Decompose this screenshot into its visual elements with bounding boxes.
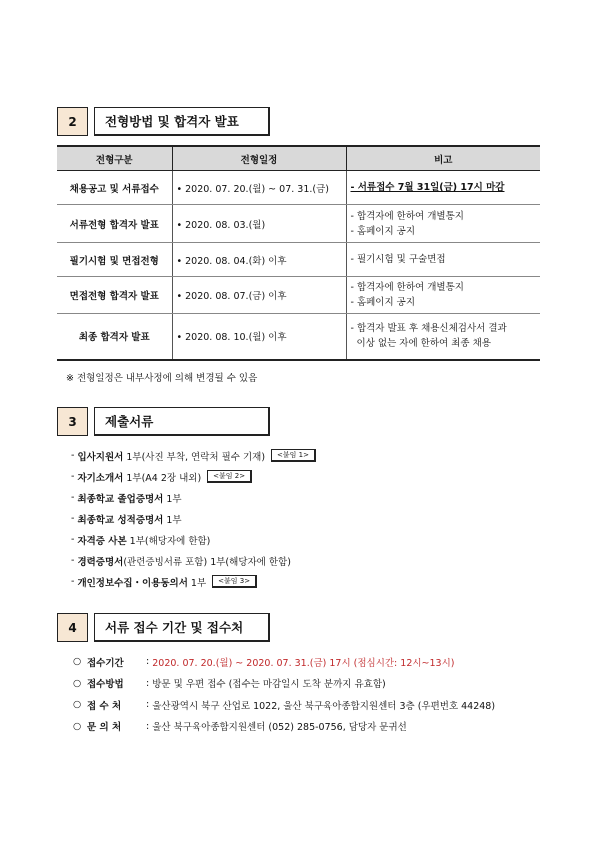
date-cell: • 2020. 08. 04.(화) 이후 xyxy=(172,243,346,277)
remarks-cell xyxy=(346,277,540,314)
document-detail: 1부 xyxy=(163,514,182,526)
stage-cell: 면접전형 합격자 발표 xyxy=(57,277,172,314)
info-separator: : xyxy=(143,720,153,732)
attachment-tag: <붙임 2> xyxy=(207,470,252,483)
list-item xyxy=(71,571,316,592)
column-header: 비고 xyxy=(346,146,540,171)
table-header-row xyxy=(57,146,540,171)
list-item xyxy=(71,445,316,466)
column-header: 전형구분 xyxy=(57,146,172,171)
document-name: 최종학교 졸업증명서 xyxy=(77,493,164,505)
section-number: 4 xyxy=(57,613,88,642)
table-row xyxy=(57,205,540,243)
date-cell: • 2020. 08. 07.(금) 이후 xyxy=(172,277,346,314)
schedule-note: ※ 전형일정은 내부사정에 의해 변경될 수 있음 xyxy=(66,373,258,384)
remark-line: - 서류접수 7월 31일(금) 17시 마감 xyxy=(350,182,505,193)
section-title: 제출서류 xyxy=(94,407,270,436)
document-detail: 1부 xyxy=(163,493,182,505)
document-detail: (관련증빙서류 포함) 1부(해당자에 한함) xyxy=(123,556,291,568)
remarks-cell xyxy=(346,205,540,243)
list-item xyxy=(71,550,316,571)
submission-place-row xyxy=(73,694,495,716)
table-row xyxy=(57,243,540,277)
section-title: 서류 접수 기간 및 접수처 xyxy=(94,613,270,642)
remark-line: - 필기시험 및 구술면접 xyxy=(350,254,446,265)
stage-cell: 필기시험 및 면접전형 xyxy=(57,243,172,277)
list-prefix: - xyxy=(71,555,78,566)
info-value: 방문 및 우편 접수 (접수는 마감일시 도착 분까지 유효함) xyxy=(152,679,386,691)
document-name: 최종학교 성적증명서 xyxy=(77,514,164,526)
circle-bullet-icon: ○ xyxy=(73,677,82,689)
info-label: 문 의 처 xyxy=(87,722,122,734)
remark-line: - 합격자에 한하여 개별통지 xyxy=(350,210,464,222)
section-number: 3 xyxy=(57,407,88,436)
info-value: 2020. 07. 20.(월) ~ 2020. 07. 31.(금) 17시 (점심시간: 12시~13시) xyxy=(152,657,455,669)
table-row xyxy=(57,277,540,314)
remarks-cell xyxy=(346,314,540,360)
remarks-cell xyxy=(346,243,540,277)
remarks-cell xyxy=(346,171,540,205)
info-separator: : xyxy=(143,677,153,689)
date-cell: • 2020. 08. 10.(월) 이후 xyxy=(172,314,346,360)
contact-row xyxy=(73,716,495,738)
list-prefix: - xyxy=(71,450,78,461)
section-4-header xyxy=(57,613,270,642)
date-cell: • 2020. 08. 03.(월) xyxy=(172,205,346,243)
date-cell: • 2020. 07. 20.(월) ~ 07. 31.(금) xyxy=(172,171,346,205)
schedule-table xyxy=(57,145,540,361)
list-item xyxy=(71,487,316,508)
stage-cell: 채용공고 및 서류접수 xyxy=(57,171,172,205)
list-prefix: - xyxy=(71,471,78,482)
list-prefix: - xyxy=(71,492,78,503)
document-name: 입사지원서 xyxy=(77,451,124,463)
info-value: 울산 북구육아종합지원센터 (052) 285-0756, 담당자 문귀선 xyxy=(152,722,407,734)
section-title: 전형방법 및 합격자 발표 xyxy=(94,107,270,136)
remark-line: - 홈페이지 공지 xyxy=(350,297,416,308)
submission-info xyxy=(73,651,495,737)
list-item xyxy=(71,529,316,550)
info-separator: : xyxy=(143,699,153,711)
document-detail: 1부(A4 2장 내외) xyxy=(123,472,202,484)
info-label: 접수기간 xyxy=(87,657,124,669)
info-separator: : xyxy=(143,656,153,668)
submission-period-row xyxy=(73,651,495,673)
document-name: 경력증명서 xyxy=(77,556,124,568)
stage-cell: 서류전형 합격자 발표 xyxy=(57,205,172,243)
list-prefix: - xyxy=(71,534,78,545)
document-name: 자격증 사본 xyxy=(77,535,127,547)
circle-bullet-icon: ○ xyxy=(73,656,82,668)
column-header: 전형일정 xyxy=(172,146,346,171)
remark-line: - 합격자 발표 후 채용신체검사서 결과 xyxy=(350,323,507,335)
info-value: 울산광역시 북구 산업로 1022, 울산 북구육아종합지원센터 3층 (우편번호 44248) xyxy=(152,700,496,712)
circle-bullet-icon: ○ xyxy=(73,720,82,732)
table-row xyxy=(57,314,540,360)
table-row xyxy=(57,171,540,205)
document-detail: 1부(사진 부착, 연락처 필수 기재) xyxy=(123,451,266,463)
document-detail: 1부(해당자에 한함) xyxy=(126,535,211,547)
remark-line: 이상 없는 자에 한하여 최종 채용 xyxy=(350,338,491,350)
document-name: 개인정보수집・이용동의서 xyxy=(77,577,188,589)
remark-line: - 홈페이지 공지 xyxy=(350,225,416,237)
list-item xyxy=(71,508,316,529)
document-detail: 1부 xyxy=(187,577,207,589)
section-2-header xyxy=(57,107,270,136)
attachment-tag: <붙임 3> xyxy=(212,575,257,588)
circle-bullet-icon: ○ xyxy=(73,699,82,711)
stage-cell: 최종 합격자 발표 xyxy=(57,314,172,360)
info-label: 접 수 처 xyxy=(87,700,122,712)
remark-line: - 합격자에 한하여 개별통지 xyxy=(350,282,464,293)
list-prefix: - xyxy=(71,513,78,524)
section-number: 2 xyxy=(57,107,88,136)
required-documents-list xyxy=(71,445,316,592)
attachment-tag: <붙임 1> xyxy=(271,449,316,462)
section-3-header xyxy=(57,407,270,436)
list-item xyxy=(71,466,316,487)
list-prefix: - xyxy=(71,576,78,587)
document-name: 자기소개서 xyxy=(77,472,124,484)
submission-method-row xyxy=(73,673,495,695)
info-label: 접수방법 xyxy=(87,679,124,691)
